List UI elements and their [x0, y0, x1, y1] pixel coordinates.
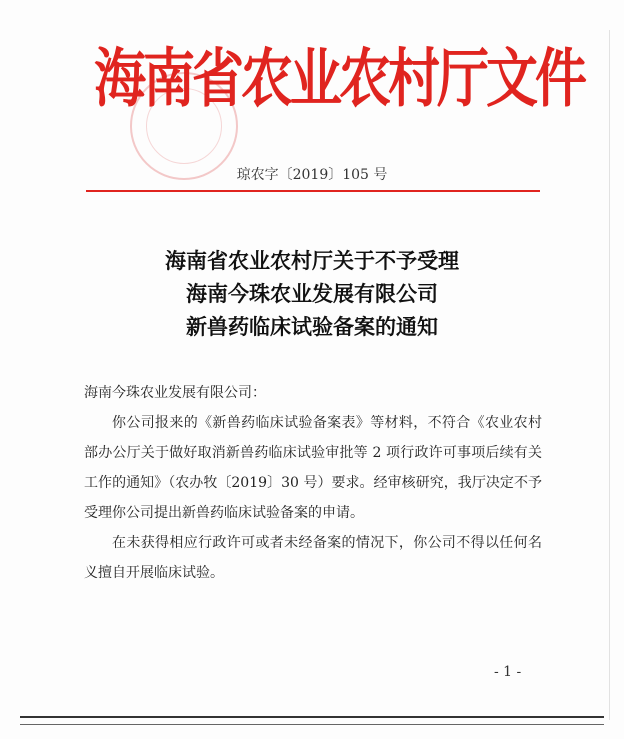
notice-body: [84, 378, 542, 588]
header-red-divider: [86, 190, 540, 192]
footer-rule-thin: [20, 724, 604, 725]
scan-edge: [609, 30, 610, 720]
notice-title-line-1: 海南省农业农村厅关于不予受理: [165, 248, 459, 273]
footer-rule-thick: [20, 716, 604, 718]
body-paragraph-1: 你公司报来的《新兽药临床试验备案表》等材料，不符合《农业农村部办公厅关于做好取消新兽药临床试验审批等 2 项行政许可事项后续有关工作的通知》（农办牧〔2019〕30 号）要求。经审核研究，我厅决定不予受理你公司提出新兽药临床试验备案的申请。: [84, 415, 542, 521]
page-number: - 1 -: [494, 664, 522, 680]
issuer-header-title: 海南省农业农村厅文件: [94, 43, 585, 117]
salutation: 海南今珠农业发展有限公司：: [84, 385, 266, 401]
notice-title-line-2: 海南今珠农业发展有限公司: [186, 281, 438, 306]
notice-title-line-3: 新兽药临床试验备案的通知: [186, 314, 438, 339]
notice-title: [0, 244, 624, 343]
document-number: 琼农字〔2019〕105 号: [236, 167, 388, 183]
body-paragraph-2: 在未获得相应行政许可或者未经备案的情况下，你公司不得以任何名义擅自开展临床试验。: [84, 535, 542, 581]
